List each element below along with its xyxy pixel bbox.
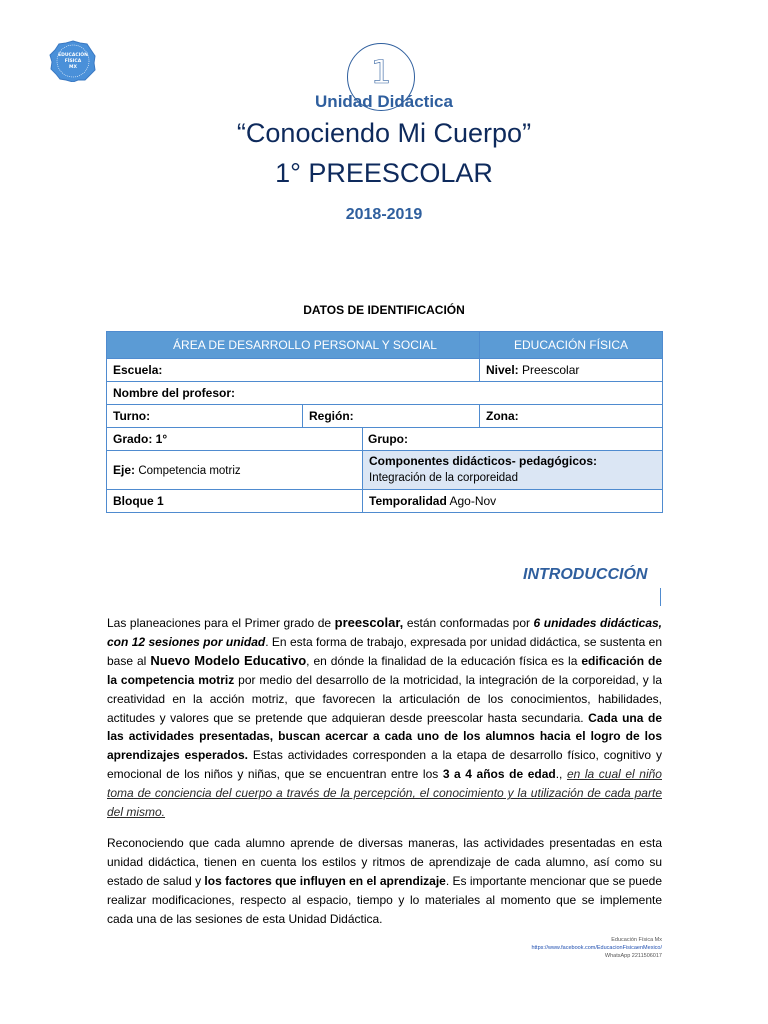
- table-row: [107, 382, 663, 405]
- text-run-bold: los factores que influyen en el aprendizaje: [204, 873, 446, 888]
- footer-whatsapp: WhatsApp 2211506017: [604, 953, 662, 959]
- text-run-bold: Nuevo Modelo Educativo: [150, 652, 307, 668]
- grade-title: 1° PREESCOLAR: [275, 158, 493, 188]
- unit-number: 1: [370, 53, 392, 91]
- componentes-label: Componentes didácticos- pedagógicos:: [369, 454, 598, 468]
- region-cell: [303, 405, 480, 428]
- footer-name: Educación Física Mx: [611, 937, 662, 943]
- text-run: Las planeaciones para el Primer grado de: [107, 616, 335, 630]
- text-run: están conformadas por: [403, 616, 534, 630]
- heading-divider: [660, 588, 661, 606]
- footer-link[interactable]: https://www.facebook.com/EducacionFisicaenMexico/: [531, 945, 662, 951]
- zona-cell: [480, 405, 663, 428]
- logo-line-1: EDUCACIÓN: [58, 53, 88, 58]
- profesor-cell: [107, 382, 663, 405]
- bloque-cell: [107, 490, 363, 513]
- componentes-value: Integración de la corporeidad: [369, 472, 518, 484]
- text-run-bold: preescolar,: [334, 615, 404, 630]
- text-run-bold: Cada una de las actividades presentadas, buscan acercar a cada uno de los alumnos hacia el logro de los aprendizajes esperados.: [107, 710, 662, 763]
- table-row: [107, 428, 663, 451]
- region-label: Región:: [309, 409, 354, 423]
- introduction-paragraph-2: [107, 834, 662, 929]
- text-run: Reconociendo que cada alumno aprende de diversas maneras, las actividades presentadas en esta unidad didáctica, tienen en cuenta los estilos y ritmos de aprendizaje de cada alumno, así como su estado de salud y: [107, 836, 662, 888]
- educacion-fisica-logo: [49, 40, 97, 82]
- turno-cell: [107, 405, 303, 428]
- grado-cell: [107, 428, 363, 451]
- eje-label: Eje:: [113, 463, 136, 477]
- introduction-paragraph-1: [107, 614, 662, 822]
- page-title: “Conociendo Mi Cuerpo”: [236, 118, 532, 148]
- text-run: , en dónde la finalidad de la educación física es la: [306, 653, 582, 668]
- table-row: [107, 359, 663, 382]
- text-run: . Es importante mencionar que se puede realizar modificaciones, respecto al espacio, tiempo y lo materiales al momento que se implemente cada una de las sesiones de esta Unidad Didáctica.: [107, 873, 662, 926]
- unit-label: Unidad Didáctica: [315, 92, 453, 111]
- temporalidad-value: Ago-Nov: [449, 494, 497, 508]
- identification-table: [106, 331, 663, 513]
- grado-label: Grado: 1°: [113, 432, 168, 446]
- table-header-row: [107, 332, 663, 359]
- nivel-value: Preescolar: [522, 363, 580, 377]
- table-row: [107, 490, 663, 513]
- text-run-bold-italic: 6 unidades didácticas, con 12 sesiones por unidad: [107, 616, 663, 649]
- text-run: Estas actividades corresponden a la etapa de desarrollo físico, cognitivo y emocional de los niños y niñas, que se encuentran entre los: [107, 748, 662, 782]
- eje-cell: [107, 451, 363, 490]
- escuela-cell: [107, 359, 480, 382]
- table-row: [107, 451, 663, 490]
- text-run-bold: 3 a 4 años de edad: [442, 767, 556, 782]
- bloque-label: Bloque 1: [113, 494, 164, 508]
- temporalidad-label: Temporalidad: [369, 494, 447, 508]
- subject-header: EDUCACIÓN FÍSICA: [480, 332, 663, 359]
- nivel-cell: [480, 359, 663, 382]
- text-run: . En esta forma de trabajo, expresada por unidad didáctica, se sustenta en base al: [107, 634, 662, 668]
- eje-value: Competencia motriz: [138, 465, 241, 477]
- profesor-label: Nombre del profesor:: [113, 386, 236, 400]
- page-footer: [450, 936, 662, 960]
- text-run: .,: [555, 767, 567, 782]
- text-run: por medio del desarrollo de la motricidad, la integración de la corporeidad, y la creatividad en la acción motriz, que favorecen la articulación de los conocimientos, habilidades, actitudes y valores que se pretende que adquieran desde preescolar hasta secundaria.: [107, 672, 662, 725]
- escuela-label: Escuela:: [113, 363, 163, 377]
- grupo-cell: [363, 428, 663, 451]
- school-year: 2018-2019: [345, 206, 423, 223]
- introduction-heading: INTRODUCCIÓN: [523, 566, 648, 583]
- area-header: ÁREA DE DESARROLLO PERSONAL Y SOCIAL: [107, 332, 480, 359]
- grupo-label: Grupo:: [368, 432, 408, 446]
- text-run-underlined: en la cual el niño toma de conciencia del cuerpo a través de la percepción, el conocimiento y la utilización de cada parte del mismo.: [107, 767, 662, 820]
- table-row: [107, 405, 663, 428]
- logo-line-2: FÍSICA: [64, 59, 82, 64]
- logo-line-3: MX: [69, 65, 77, 70]
- identification-heading: DATOS DE IDENTIFICACIÓN: [303, 303, 465, 317]
- turno-label: Turno:: [113, 409, 151, 423]
- text-run-bold: edificación de la competencia motriz: [107, 653, 663, 687]
- nivel-label: Nivel:: [486, 363, 519, 377]
- componentes-cell: [363, 451, 663, 490]
- zona-label: Zona:: [486, 409, 519, 423]
- temporalidad-cell: [363, 490, 663, 513]
